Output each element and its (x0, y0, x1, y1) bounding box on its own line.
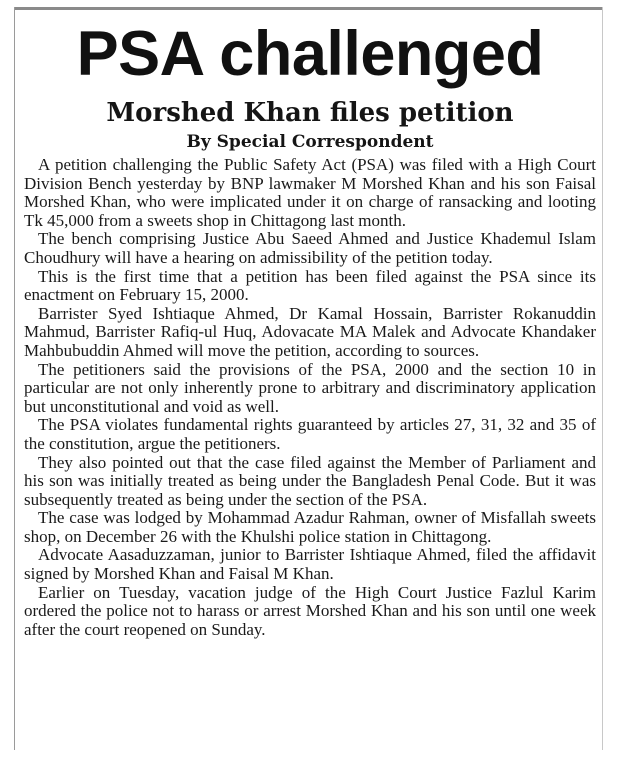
article-body (24, 156, 596, 639)
byline: By Special Correspondent (186, 132, 434, 152)
article-paragraph: Advocate Aasaduzzaman, junior to Barrister Ishtiaque Ahmed, filed the affidavit signed by Morshed Khan and Faisal M Khan. (24, 545, 596, 584)
article-paragraph: They also pointed out that the case filed against the Member of Parliament and his son was initially treated as being under the Bangladesh Penal Code. But it was subsequently treated as being under the section of the PSA. (24, 452, 596, 509)
top-border-rule (14, 7, 603, 10)
article-paragraph: The case was lodged by Mohammad Azadur Rahman, owner of Misfallah sweets shop, on December 26 with the Khulshi police station in Chittagong. (24, 508, 596, 546)
article-paragraph: The bench comprising Justice Abu Saeed Ahmed and Justice Khademul Islam Choudhury will have a hearing on admissibility of the petition today. (24, 229, 596, 267)
right-border-rule (602, 7, 603, 750)
article-paragraph: The petitioners said the provisions of the PSA, 2000 and the section 10 in particular are not only inherently prone to arbitrary and discriminatory application but unconstitutional and void as well. (24, 359, 596, 416)
article-paragraph: Earlier on Tuesday, vacation judge of the High Court Justice Fazlul Karim ordered the police not to harass or arrest Morshed Khan and his son until one week after the court reopened on Sunday. (24, 582, 596, 639)
news-article (24, 18, 596, 639)
article-paragraph: A petition challenging the Public Safety Act (PSA) was filed with a High Court Division Bench yesterday by BNP lawmaker M Morshed Khan and his son Faisal Morshed Khan, who were implicated under it on charge of ransacking and looting Tk 45,000 from a sweets shop in Chittagong last month. (24, 155, 596, 230)
article-paragraph: The PSA violates fundamental rights guaranteed by articles 27, 31, 32 and 35 of the constitution, argue the petitioners. (24, 415, 596, 453)
subheadline: Morshed Khan files petition (106, 98, 514, 128)
article-paragraph: Barrister Syed Ishtiaque Ahmed, Dr Kamal Hossain, Barrister Rokanuddin Mahmud, Barrister Rafiq-ul Huq, Adovacate MA Malek and Advocate Khandaker Mahbubuddin Ahmed will move the petition, according to sources. (24, 303, 596, 360)
left-border-rule (14, 7, 15, 750)
article-paragraph: This is the first time that a petition has been filed against the PSA since its enactment on February 15, 2000. (24, 266, 596, 305)
headline: PSA challenged (76, 19, 544, 89)
